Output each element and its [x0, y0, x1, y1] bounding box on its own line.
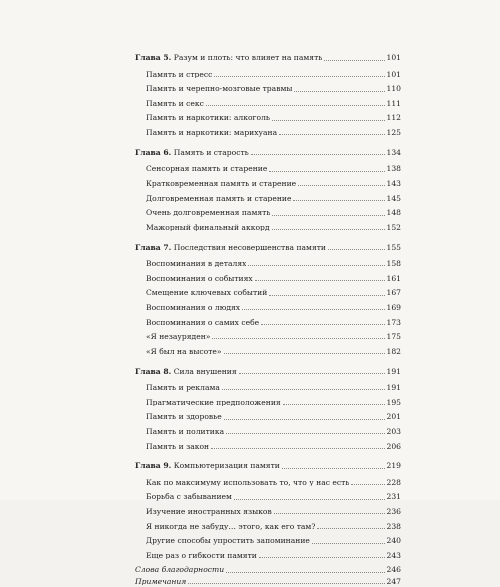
- chapter-heading[interactable]: [135, 49, 401, 67]
- toc-entry[interactable]: [135, 67, 401, 82]
- dot-leader: [351, 484, 384, 485]
- toc-entry[interactable]: [135, 490, 401, 505]
- toc-entry[interactable]: [135, 424, 401, 439]
- page-number: 148: [386, 208, 401, 218]
- chapter-heading[interactable]: [135, 362, 401, 380]
- toc-entry-title: Воспоминания о людях: [146, 303, 241, 312]
- chapter-title-text: Память и старость: [173, 149, 249, 157]
- chapter-number: Глава 8.: [135, 367, 172, 376]
- page-number: 112: [386, 113, 401, 123]
- chapter-heading-title: [135, 244, 326, 252]
- chapter-heading[interactable]: [135, 239, 401, 257]
- toc-entry-title: Память и наркотики: марихуана: [146, 129, 278, 137]
- back-matter-entry[interactable]: [135, 565, 401, 576]
- dot-leader: [274, 513, 385, 514]
- toc-entry[interactable]: [135, 162, 401, 177]
- toc-entry-title: Воспоминания о событиях: [146, 274, 253, 283]
- back-matter: [135, 565, 401, 587]
- chapter-heading-title: [135, 462, 280, 470]
- dot-leader: [188, 583, 384, 584]
- chapter-title-text: Компьютеризация памяти: [173, 462, 280, 471]
- dot-leader: [242, 309, 384, 310]
- page-number: 182: [386, 346, 401, 356]
- dot-leader: [226, 572, 384, 573]
- table-of-contents: [135, 49, 401, 587]
- page-number: 145: [386, 193, 401, 203]
- page-number: 247: [386, 576, 401, 586]
- dot-leader: [248, 265, 384, 266]
- toc-entry-title: Борьба с забыванием: [146, 493, 232, 502]
- page-number: 175: [386, 332, 401, 342]
- toc-entry[interactable]: [135, 548, 401, 563]
- toc-entry[interactable]: [135, 177, 401, 192]
- toc-entry[interactable]: [135, 206, 401, 221]
- toc-entry-title: Кратковременная память и старение: [146, 180, 297, 188]
- chapter-title-text: Последствия несовершенства памяти: [173, 243, 326, 252]
- dot-leader: [328, 249, 385, 250]
- dot-leader: [259, 557, 385, 558]
- dot-leader: [272, 215, 384, 216]
- dot-leader: [294, 91, 384, 92]
- toc-entry-title: «Я был на высоте»: [146, 347, 222, 356]
- toc-entry[interactable]: [135, 475, 401, 490]
- page-number: 206: [386, 441, 401, 451]
- toc-entry[interactable]: [135, 257, 401, 272]
- page-number: 167: [386, 288, 401, 298]
- page-number: 101: [386, 53, 401, 63]
- page-number: 240: [386, 536, 401, 546]
- toc-entry-title: Память и стресс: [146, 70, 213, 79]
- toc-entry[interactable]: [135, 300, 401, 315]
- dot-leader: [224, 419, 385, 420]
- dot-leader: [206, 105, 385, 106]
- toc-entry[interactable]: [135, 439, 401, 454]
- dot-leader: [283, 404, 385, 405]
- back-matter-entry[interactable]: [135, 576, 401, 587]
- dot-leader: [239, 373, 385, 374]
- dot-leader: [214, 76, 384, 77]
- page-number: 110: [386, 84, 401, 94]
- chapter-heading-title: [135, 149, 249, 157]
- chapter-group: [135, 144, 401, 235]
- toc-entry[interactable]: [135, 82, 401, 97]
- chapter-number: Глава 6.: [135, 149, 172, 157]
- toc-entry-title: Еще раз о гибкости памяти: [146, 551, 257, 560]
- dot-leader: [222, 389, 385, 390]
- toc-entry[interactable]: [135, 111, 401, 126]
- page-number: 161: [386, 273, 401, 283]
- back-matter-entry-title: Слова благодарности: [135, 566, 225, 575]
- toc-entry[interactable]: [135, 395, 401, 410]
- page-number: 155: [386, 242, 401, 252]
- chapter-group: [135, 457, 401, 563]
- chapter-title-text: Сила внушения: [173, 367, 237, 376]
- dot-leader: [298, 185, 384, 186]
- chapter-group: [135, 239, 401, 359]
- toc-entry-title: Очень долговременная память: [146, 209, 271, 217]
- dot-leader: [317, 528, 384, 529]
- page-number: 219: [386, 461, 401, 471]
- toc-entry-title: Память и здоровье: [146, 413, 222, 421]
- toc-entry-title: Память и черепно-мозговые травмы: [146, 85, 293, 93]
- chapter-number: Глава 7.: [135, 243, 172, 252]
- dot-leader: [269, 295, 384, 296]
- dot-leader: [261, 324, 384, 325]
- toc-entry-title: Память и политика: [146, 427, 225, 436]
- page-number: 231: [386, 492, 401, 502]
- dot-leader: [255, 280, 385, 281]
- page-number: 169: [386, 302, 401, 312]
- dot-leader: [279, 134, 384, 135]
- dot-leader: [251, 154, 385, 155]
- page-number: 246: [386, 565, 401, 575]
- page-number: 236: [386, 507, 401, 517]
- dot-leader: [224, 353, 385, 354]
- toc-entry[interactable]: [135, 315, 401, 330]
- dot-leader: [312, 543, 385, 544]
- chapter-title-text: Разум и плоть: что влияет на память: [173, 54, 323, 62]
- chapter-number: Глава 5.: [135, 54, 172, 62]
- page-number: 152: [386, 222, 401, 232]
- chapter-heading[interactable]: [135, 144, 401, 162]
- toc-entry[interactable]: [135, 191, 401, 206]
- toc-entry-title: Я никогда не забуду… этого, как его там?: [146, 522, 316, 531]
- toc-entry[interactable]: [135, 534, 401, 549]
- page-number: 228: [386, 477, 401, 487]
- toc-entry-title: Воспоминания о самих себе: [146, 318, 260, 327]
- toc-entry[interactable]: [135, 220, 401, 235]
- toc-entry[interactable]: [135, 505, 401, 520]
- dot-leader: [272, 229, 385, 230]
- toc-entry[interactable]: [135, 286, 401, 301]
- chapter-heading-title: [135, 368, 237, 376]
- toc-entry-title: Долговременная память и старение: [146, 194, 292, 203]
- toc-entry[interactable]: [135, 344, 401, 359]
- chapter-group: [135, 362, 401, 453]
- toc-entry[interactable]: [135, 96, 401, 111]
- toc-entry-title: Другие способы упростить запоминание: [146, 537, 310, 545]
- chapter-group: [135, 49, 401, 140]
- dot-leader: [226, 433, 384, 434]
- page-number: 238: [386, 521, 401, 531]
- chapter-heading[interactable]: [135, 457, 401, 475]
- toc-entry-title: Память и закон: [146, 442, 210, 451]
- chapter-number: Глава 9.: [135, 462, 172, 471]
- dot-leader: [282, 468, 385, 469]
- page-number: 191: [386, 366, 401, 376]
- toc-entry-title: Сенсорная память и старение: [146, 165, 268, 174]
- toc-entry-title: Память и наркотики: алкоголь: [146, 114, 271, 123]
- toc-entry[interactable]: [135, 330, 401, 345]
- page-number: 138: [386, 164, 401, 174]
- page-number: 125: [386, 128, 401, 138]
- toc-entry-title: Мажорный финальный аккорд: [146, 223, 270, 232]
- page-number: 173: [386, 317, 401, 327]
- toc-entry[interactable]: [135, 126, 401, 141]
- dot-leader: [324, 60, 384, 61]
- toc-entry[interactable]: [135, 271, 401, 286]
- page-number: 243: [386, 550, 401, 560]
- chapter-heading-title: [135, 54, 322, 62]
- toc-entry[interactable]: [135, 381, 401, 396]
- toc-entry-title: Смещение ключевых событий: [146, 289, 268, 297]
- page-number: 203: [386, 426, 401, 436]
- toc-entry[interactable]: [135, 519, 401, 534]
- toc-entry-title: Память и секс: [146, 99, 204, 108]
- toc-entry-title: Воспоминания в деталях: [146, 260, 247, 268]
- page-number: 158: [386, 259, 401, 269]
- page-number: 134: [386, 148, 401, 158]
- page-number: 111: [386, 98, 401, 108]
- toc-entry[interactable]: [135, 410, 401, 425]
- dot-leader: [293, 200, 384, 201]
- toc-entry-title: «Я незауряден»: [146, 333, 211, 341]
- dot-leader: [272, 120, 384, 121]
- toc-entry-title: Прагматические предположения: [146, 398, 281, 407]
- toc-entry-title: Изучение иностранных языков: [146, 508, 272, 516]
- page-number: 143: [386, 179, 401, 189]
- dot-leader: [212, 338, 384, 339]
- back-matter-entry-title: Примечания: [135, 577, 187, 586]
- dot-leader: [211, 448, 384, 449]
- toc-entry-title: Память и реклама: [146, 384, 220, 392]
- page-number: 101: [386, 69, 401, 79]
- page-number: 195: [386, 397, 401, 407]
- page-number: 191: [386, 383, 401, 393]
- toc-entry-title: Как по максимуму использовать то, что у нас есть: [146, 478, 350, 487]
- dot-leader: [269, 171, 384, 172]
- page-number: 201: [386, 412, 401, 422]
